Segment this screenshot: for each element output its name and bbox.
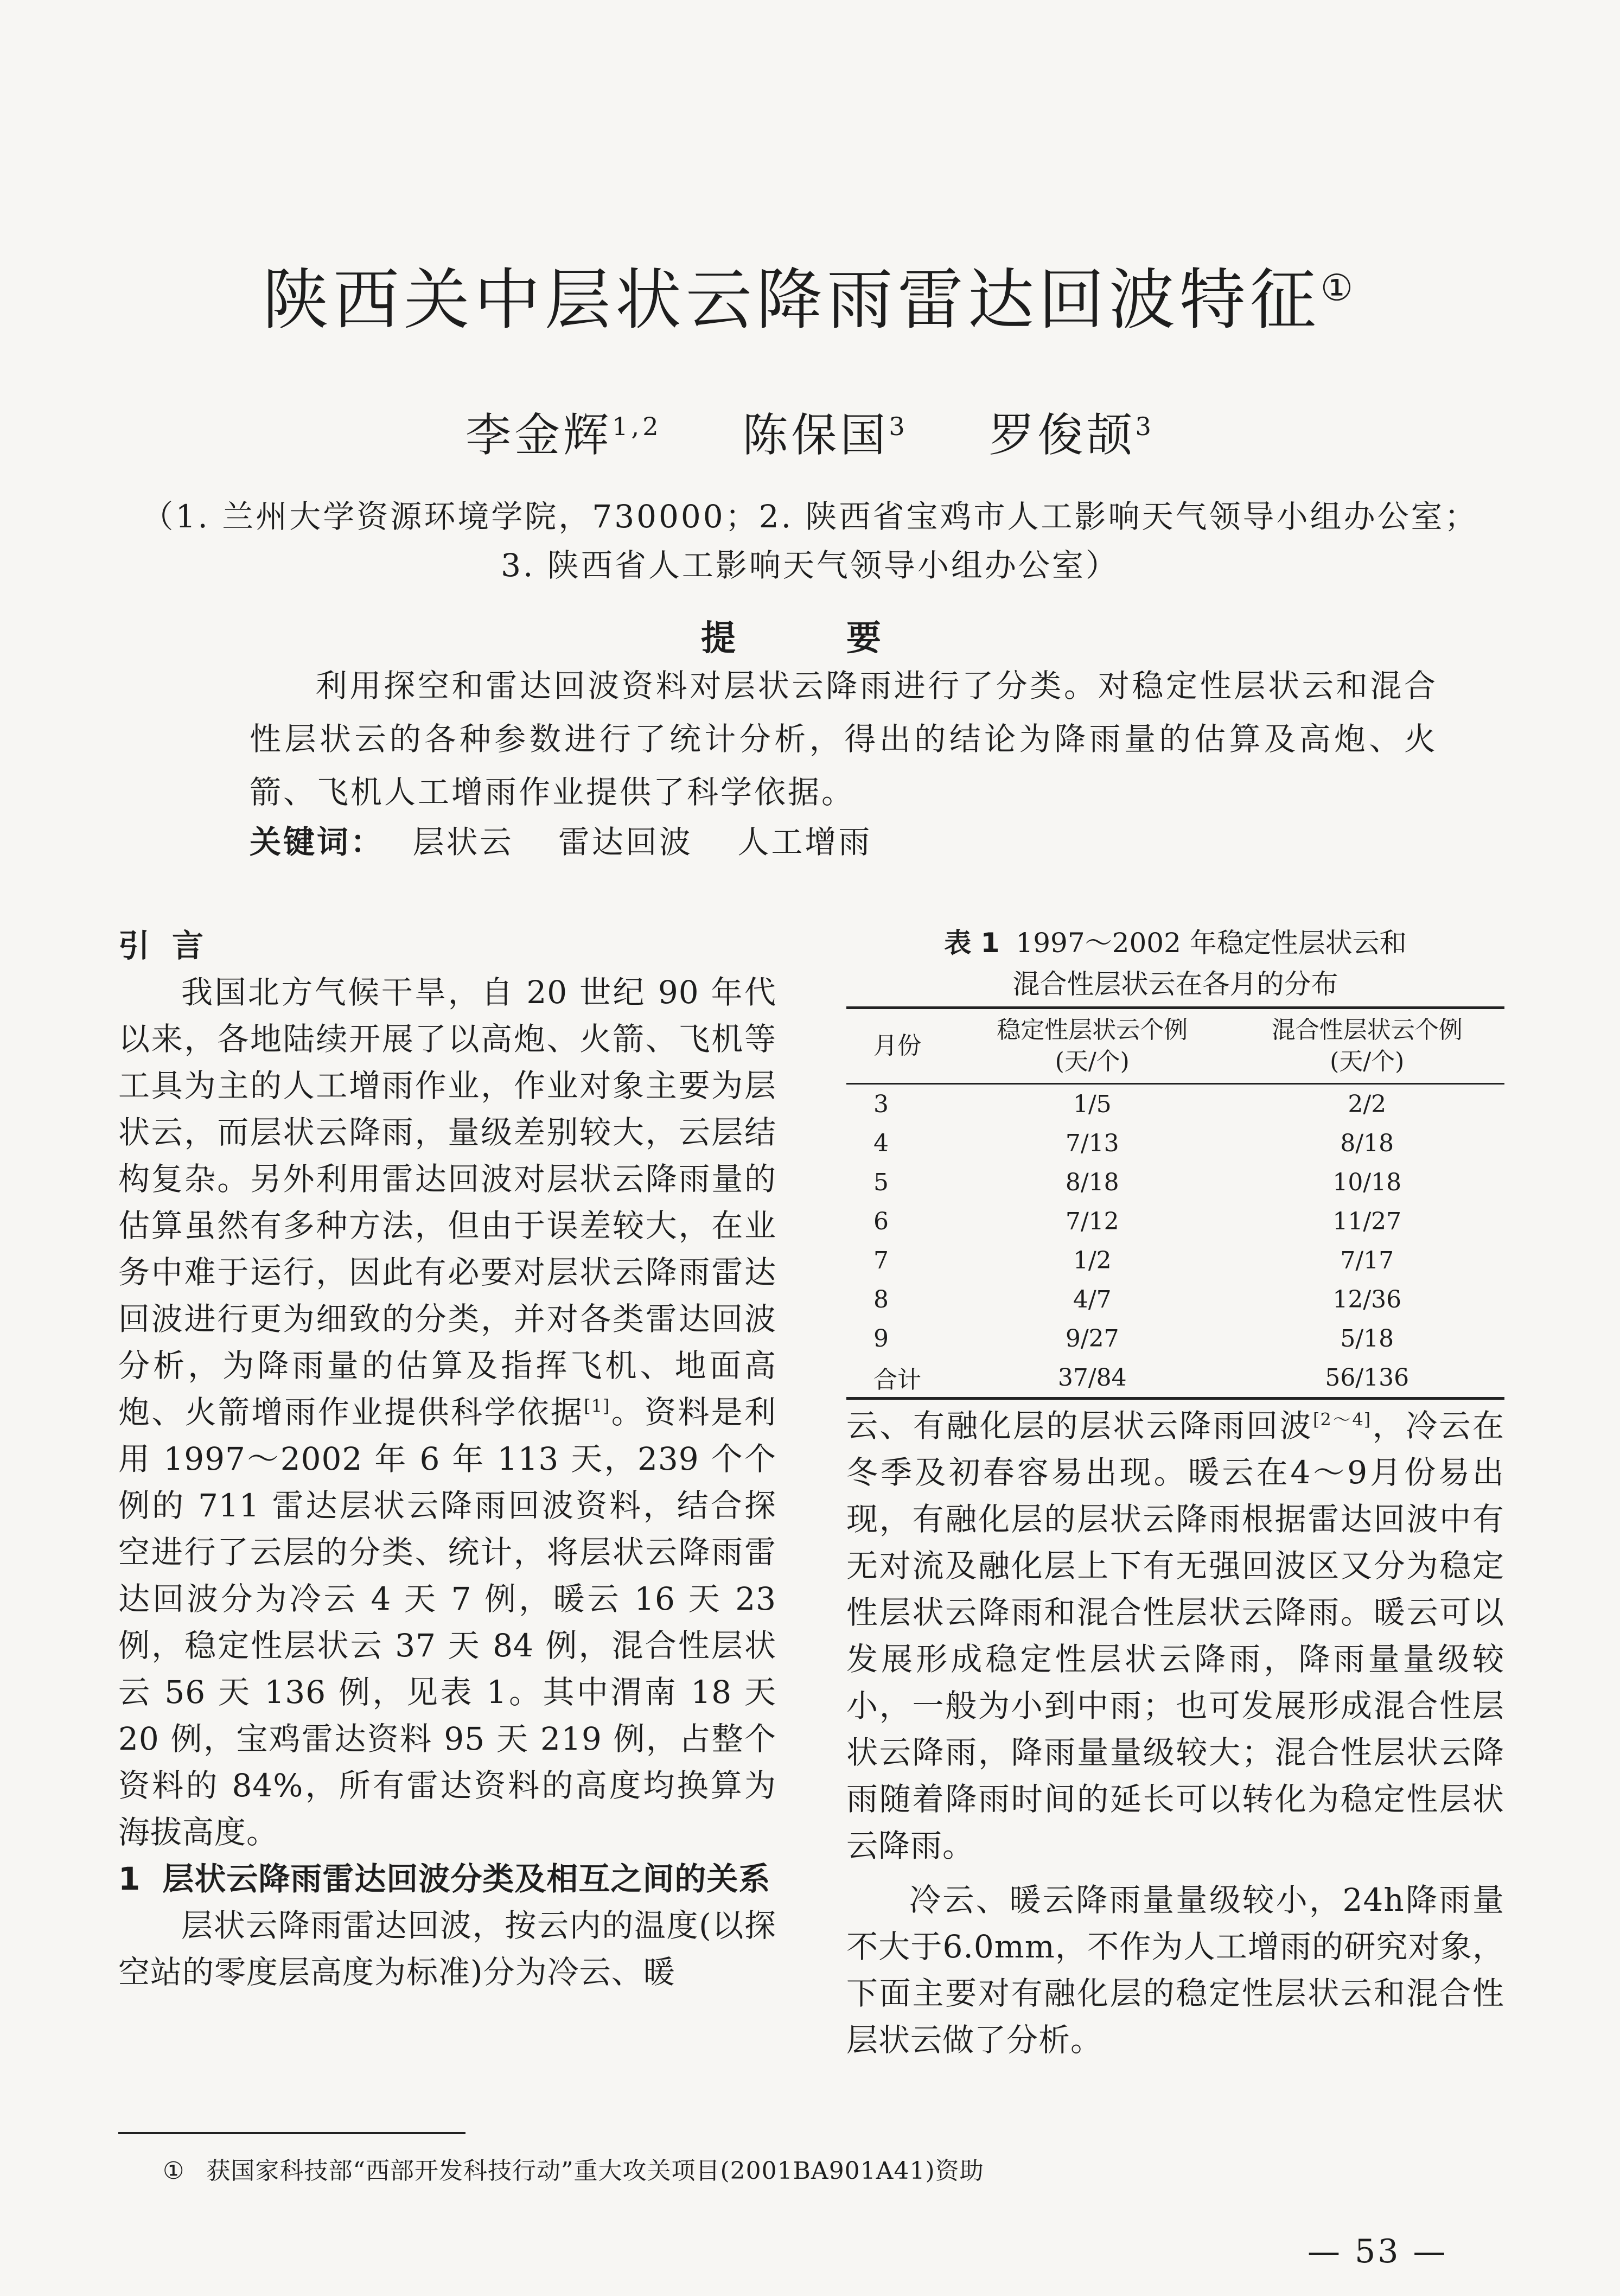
intro-text-a: 我国北方气候干旱，自 20 世纪 90 年代以来，各地陆续开展了以高炮、火箭、飞机等工具为主的人工增雨作业，作业对象主要为层状云，而层状云降雨，量级差别较大，云层结构复杂。另外利用雷达回波对层状云降雨量的估算虽然有多种方法，但由于误差较大，在业务中难于运行，因此有必要对层状云降雨雷达回波进行更为细致的分类，并对各类雷达回波分析，为降雨量的估算及指挥飞机、地面高炮、火箭增雨作业提供科学依据 [118, 974, 776, 1431]
cell-month: 6 [873, 1207, 889, 1235]
table-row [846, 1084, 1504, 1124]
citation-2-4: [2～4] [1313, 1409, 1372, 1430]
keywords [250, 817, 904, 862]
footnote-text: 获国家科技部“西部开发科技行动”重大攻关项目(2001BA901A41)资助 [206, 2157, 984, 2185]
keywords-label: 关键词： [250, 824, 385, 860]
cell-mixed: 2/2 [1348, 1090, 1387, 1118]
header-mixed-line-1: 混合性层状云个例 [1271, 1016, 1463, 1044]
keyword-3: 人工增雨 [737, 824, 872, 860]
intro-heading-part-1: 引 [118, 927, 151, 964]
table-row [846, 1163, 1504, 1202]
affiliation-line-1: （1. 兰州大学资源环境学院，730000；2. 陕西省宝鸡市人工影响天气领导小组办公室； [142, 498, 1478, 535]
cell-mixed: 56/136 [1230, 1358, 1505, 1399]
left-column [118, 922, 776, 1995]
cell-stable: 1/2 [1073, 1246, 1112, 1274]
cell-mixed: 8/18 [1340, 1129, 1394, 1157]
right-paragraph-1 [846, 1402, 1504, 1869]
title-text: 陕西关中层状云降雨雷达回波特征 [262, 262, 1321, 339]
table-row [846, 1202, 1504, 1241]
cell-mixed: 12/36 [1332, 1285, 1402, 1313]
table-row [846, 1241, 1504, 1280]
intro-paragraph [118, 969, 776, 1855]
author-1-affil: 1,2 [612, 412, 662, 441]
intro-heading-part-2: 言 [172, 927, 205, 964]
footnote [163, 2151, 984, 2186]
section-1-heading [118, 1855, 776, 1902]
cell-month: 7 [873, 1246, 889, 1274]
cell-mixed: 5/18 [1340, 1324, 1394, 1353]
right-text-b: ，冷云在冬季及初春容易出现。暖云在4～9月份易出现，有融化层的层状云降雨根据雷达回波中有无对流及融化层上下有无强回波区又分为稳定性层状云降雨和混合性层状云降雨。暖云可以发展形成稳定性层状云降雨，降雨量量级较小，一般为小到中雨；也可发展形成混合性层状云降雨，降雨量量级较大；混合性层状云降雨随着降雨时间的延长可以转化为稳定性层状云降雨。 [846, 1407, 1504, 1864]
cell-month: 3 [873, 1090, 889, 1118]
cell-stable: 8/18 [1065, 1168, 1119, 1196]
header-mixed [1230, 1008, 1505, 1084]
affiliation-line-2: 3. 陕西省人工影响天气领导小组办公室） [501, 547, 1119, 584]
footnote-divider [118, 2132, 465, 2134]
right-paragraph-2: 冷云、暖云降雨量量级较小，24h降雨量不大于6.0mm，不作为人工增雨的研究对象，下面主要对有融化层的稳定性层状云和混合性层状云做了分析。 [846, 1882, 1504, 2058]
author-3-name: 罗俊颉 [988, 409, 1136, 462]
header-month: 月份 [846, 1008, 955, 1084]
author-3 [988, 409, 1154, 462]
abstract-text: 利用探空和雷达回波资料对层状云降雨进行了分类。对稳定性层状云和混合性层状云的各种参数进行了统计分析，得出的结论为降雨量的估算及高炮、火箭、飞机人工增雨作业提供了科学依据。 [250, 667, 1438, 811]
table-row [846, 1280, 1504, 1319]
footnote-mark: ① [163, 2157, 185, 2185]
table-1-caption-line-1 [846, 922, 1504, 964]
table-1-caption-text-1: 1997～2002 年稳定性层状云和 [1016, 927, 1407, 959]
page-number: — 53 — [1308, 2233, 1448, 2271]
table-header-row [846, 1008, 1504, 1084]
cell-month: 8 [873, 1285, 889, 1313]
author-2 [742, 409, 908, 462]
header-stable [955, 1008, 1230, 1084]
table-1-label: 表 1 [944, 927, 1000, 959]
author-1 [465, 409, 661, 462]
author-2-name: 陈保国 [742, 409, 889, 462]
author-1-name: 李金辉 [465, 409, 613, 462]
table-1-caption-line-2: 混合性层状云在各月的分布 [1012, 968, 1338, 1000]
paper-title [0, 247, 1620, 342]
abstract-heading: 提 要 [701, 618, 919, 659]
right-text-a: 云、有融化层的层状云降雨回波 [846, 1407, 1313, 1444]
author-3-affil: 3 [1135, 412, 1155, 441]
intro-heading [118, 922, 776, 969]
keyword-1: 层状云 [412, 824, 514, 860]
keyword-2: 雷达回波 [558, 824, 693, 860]
table-row-total [846, 1358, 1504, 1399]
section-1-number: 1 [118, 1860, 141, 1897]
header-stable-line-2: (天/个) [1055, 1048, 1130, 1075]
cell-stable: 7/13 [1065, 1129, 1119, 1157]
cell-stable: 9/27 [1065, 1324, 1119, 1353]
header-stable-line-1: 稳定性层状云个例 [997, 1016, 1188, 1044]
title-footnote-mark: ① [1320, 266, 1358, 309]
table-1 [846, 1006, 1504, 1400]
cell-month: 合计 [846, 1358, 955, 1399]
cell-mixed: 10/18 [1332, 1168, 1402, 1196]
cell-stable: 37/84 [955, 1358, 1230, 1399]
author-2-affil: 3 [889, 412, 908, 441]
cell-mixed: 7/17 [1340, 1246, 1394, 1274]
cell-stable: 7/12 [1065, 1207, 1119, 1235]
cell-month: 5 [873, 1168, 889, 1196]
table-row [846, 1319, 1504, 1358]
header-mixed-line-2: (天/个) [1330, 1048, 1405, 1075]
right-column [846, 1402, 1504, 2063]
cell-mixed: 11/27 [1332, 1207, 1402, 1235]
cell-month: 4 [873, 1129, 889, 1157]
table-1-caption [846, 922, 1504, 1005]
cell-month: 9 [873, 1324, 889, 1353]
cell-stable: 4/7 [1073, 1285, 1112, 1313]
author-list [0, 399, 1620, 464]
section-1-paragraph: 层状云降雨雷达回波，按云内的温度(以探空站的零度层高度为标准)分为冷云、暖 [118, 1907, 776, 1991]
citation-1: [1] [584, 1395, 610, 1417]
section-1-title: 层状云降雨雷达回波分类及相互之间的关系 [162, 1860, 771, 1897]
intro-text-b: 。资料是利用 1997～2002 年 6 年 113 天，239 个个例的 711 雷达层状云降雨回波资料，结合探空进行了云层的分类、统计，将层状云降雨雷达回波分为冷云 4 天 7 例，暖云 16 天 23 例，稳定性层状云 37 天 84 例，混合性层状云 56 天 136 例，见表 1。其中渭南 18 天 20 例，宝鸡雷达资料 95 天 219 例，占整个资料的 84%，所有雷达资料的高度均换算为海拔高度。 [118, 1394, 776, 1851]
cell-stable: 1/5 [1073, 1090, 1112, 1118]
table-row [846, 1124, 1504, 1163]
